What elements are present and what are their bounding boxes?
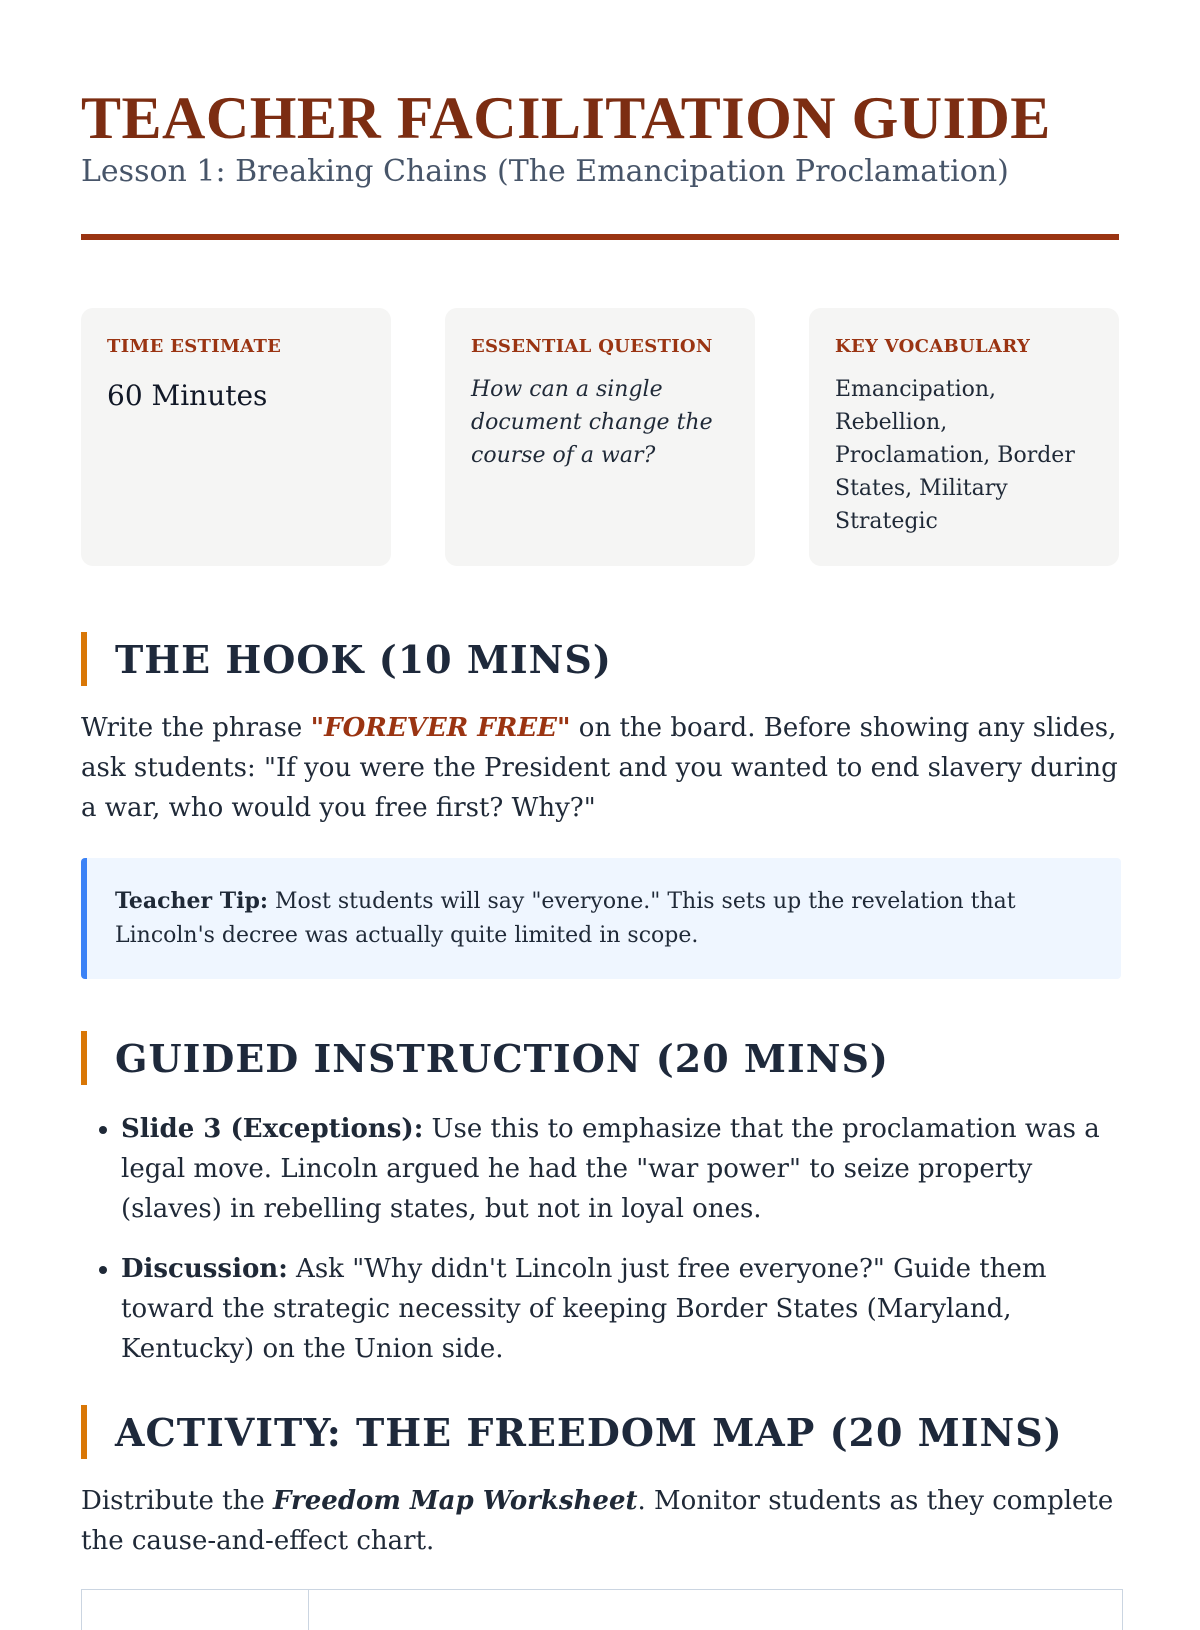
section-accent-bar <box>81 1031 87 1085</box>
teacher-tip-callout <box>81 858 1121 979</box>
section-accent-bar <box>81 632 87 686</box>
hook-text-pre: Write the phrase <box>81 713 311 743</box>
list-item-label: Slide 3 (Exceptions): <box>121 1114 424 1144</box>
cause-effect-table <box>81 1589 1123 1630</box>
hook-paragraph <box>81 708 1121 828</box>
teacher-tip-text: Most students will say "everyone." This sets up the revelation that Lincoln's decree was actually quite limited in scope. <box>115 889 1016 948</box>
list-item-label: Discussion: <box>121 1254 288 1284</box>
worksheet-name: Freedom Map Worksheet <box>273 1486 638 1516</box>
hook-heading: THE HOOK (10 MINS) <box>115 636 612 682</box>
time-estimate-card <box>81 308 391 566</box>
guided-list <box>81 1109 1121 1369</box>
essential-question-value: How can a single document change the course of a war? <box>471 377 713 468</box>
activity-paragraph <box>81 1481 1121 1561</box>
summary-cards <box>81 308 1119 566</box>
list-item <box>121 1249 1121 1369</box>
title-divider <box>81 234 1119 240</box>
table-column-divider <box>308 1590 309 1630</box>
activity-text-post: . Monitor students as they complete the cause-and-effect chart. <box>81 1486 1114 1556</box>
key-vocabulary-value: Emancipation, Rebellion, Proclamation, Border States, Military Strategic <box>835 377 1075 534</box>
section-accent-bar <box>81 1405 87 1459</box>
essential-question-card <box>445 308 755 566</box>
hook-highlight: "FOREVER FREE" <box>310 713 571 743</box>
hook-section-heading <box>81 632 1119 686</box>
time-estimate-label: TIME ESTIMATE <box>107 336 282 357</box>
essential-question-label: ESSENTIAL QUESTION <box>471 336 713 357</box>
page-title: TEACHER FACILITATION GUIDE <box>81 85 1051 151</box>
teacher-tip-label: Teacher Tip: <box>115 888 268 914</box>
lesson-subtitle: Lesson 1: Breaking Chains (The Emancipation Proclamation) <box>81 154 1009 189</box>
key-vocabulary-card <box>809 308 1119 566</box>
activity-text-pre: Distribute the <box>81 1486 274 1516</box>
guided-heading: GUIDED INSTRUCTION (20 MINS) <box>115 1035 889 1081</box>
time-estimate-value: 60 Minutes <box>107 379 268 412</box>
activity-section-heading <box>81 1405 1119 1459</box>
key-vocabulary-label: KEY VOCABULARY <box>835 336 1031 357</box>
list-item <box>121 1109 1121 1229</box>
hook-text-post: on the board. Before showing any slides, ask students: "If you were the President and you wanted to end slavery during a war, who would you free first? Why?" <box>81 713 1118 823</box>
list-item-text: Ask "Why didn't Lincoln just free everyone?" Guide them toward the strategic necessity of keeping Border States (Maryland, Kentucky) on the Union side. <box>121 1254 1047 1364</box>
list-item-text: Use this to emphasize that the proclamation was a legal move. Lincoln argued he had the "war power" to seize property (slaves) in rebelling states, but not in loyal ones. <box>121 1114 1100 1224</box>
guided-section-heading <box>81 1031 1119 1085</box>
activity-heading: ACTIVITY: THE FREEDOM MAP (20 MINS) <box>115 1409 1063 1455</box>
